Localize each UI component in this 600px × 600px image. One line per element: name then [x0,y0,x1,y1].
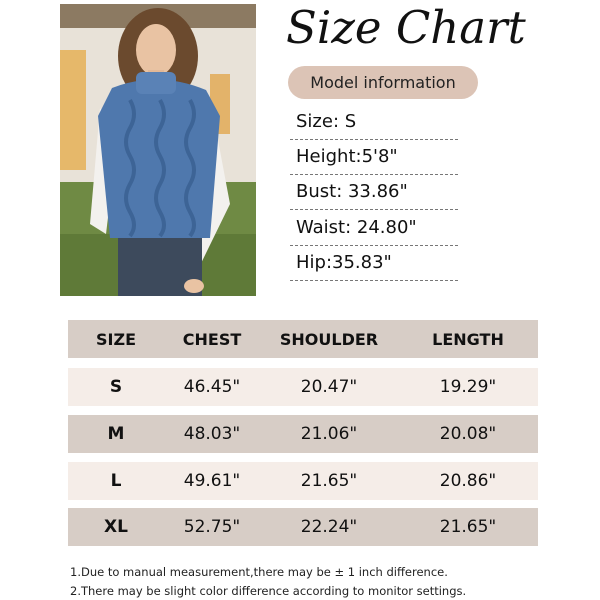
model-info-heading: Model information [288,66,478,99]
chest-cell: 46.45" [183,377,241,397]
size-cell: S [109,377,123,397]
table-row [68,415,538,453]
header-shoulder: SHOULDER [279,329,379,349]
shoulder-cell: 20.47" [300,377,358,397]
model-info-size: Size: S [290,106,458,140]
model-info-waist: Waist: 24.80" [290,212,458,246]
size-cell: M [107,424,125,444]
length-cell: 20.08" [439,424,497,444]
length-cell: 21.65" [439,517,497,537]
length-cell: 20.86" [439,471,497,491]
shoulder-cell: 21.65" [300,471,358,491]
model-info-bust: Bust: 33.86" [290,176,458,210]
shoulder-cell: 22.24" [300,517,358,537]
header-length: LENGTH [432,329,504,349]
chest-cell: 49.61" [183,471,241,491]
table-row [68,368,538,406]
length-cell: 19.29" [439,377,497,397]
size-table-header [68,320,538,358]
size-cell: XL [104,517,128,537]
model-info-height: Height:5'8" [290,141,458,175]
header-size: SIZE [95,329,136,349]
model-info-hip: Hip:35.83" [290,247,458,281]
size-cell: L [110,471,122,491]
chest-cell: 52.75" [183,517,241,537]
model-photo-illustration [60,4,256,296]
header-chest: CHEST [182,329,242,349]
table-row [68,462,538,500]
note-color: 2.There may be slight color difference according to monitor settings. [70,584,467,598]
model-photo [60,4,256,296]
chest-cell: 48.03" [183,424,241,444]
page-title: Size Chart [286,1,526,54]
shoulder-cell: 21.06" [300,424,358,444]
table-row [68,508,538,546]
note-measurement: 1.Due to manual measurement,there may be ± 1 inch difference. [70,565,448,579]
